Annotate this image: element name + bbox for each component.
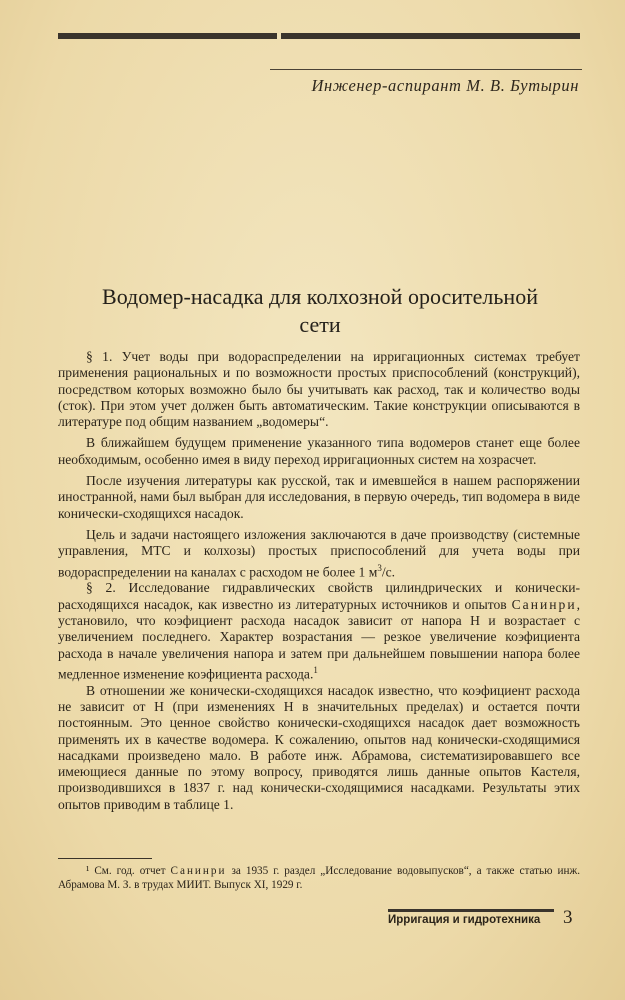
footnote-sanini-name: Санинри	[170, 865, 227, 877]
sanini-name: Санинри	[511, 596, 577, 612]
article-body	[58, 349, 580, 813]
footnote-ref-1: 1	[313, 664, 318, 675]
header-rule-gap	[277, 33, 281, 39]
footnote-text-a: См. год. отчет	[89, 865, 171, 877]
paragraph-5	[58, 580, 580, 682]
journal-name: Ирригация и гидротехника	[388, 914, 541, 926]
footnote-mark: ¹	[86, 865, 90, 877]
paragraph-4-text: Цель и задачи настоящего изложения заключаются в даче производству (системные управления, МТС и колхозы) простых приспособлений для учета воды при водораспределении на каналах с расходом не более 1 м	[58, 526, 580, 580]
footnote-rule	[58, 858, 152, 859]
article-title	[50, 283, 590, 339]
header-rule	[58, 33, 580, 39]
paragraph-5-a: § 2. Исследование гидравлических свойств цилиндрических и конически-расходящихся насадок, как известно из литературных источников и опытов	[58, 580, 580, 612]
author-rule	[270, 69, 582, 70]
superscript-cubic: 3	[377, 562, 382, 573]
paragraph-5-b: , установило, что коэфициент расхода насадок зависит от напора Н и возрастает с увеличением последнего. Характер возрастания — резкое увеличение коэфициента расхода в начале увеличения напора и затем при дальнейшем повышении напора более медленное изменение коэфициента расхода.	[58, 596, 580, 682]
footnote-1	[58, 864, 580, 892]
paragraph-4-end: /с.	[381, 564, 396, 580]
paragraph-3: После изучения литературы как русской, так и имевшейся в нашем распоряжении иностранной, нами был выбран для исследования, в первую очередь, тип водомера в виде конически-сходящихся насадок.	[58, 473, 580, 521]
title-line-2: сети	[299, 312, 341, 337]
paragraph-4	[58, 527, 580, 580]
page-number: 3	[563, 907, 573, 928]
author-line: Инженер-аспирант М. В. Бутырин	[311, 76, 579, 95]
paragraph-6: В отношении же конически-сходящихся насадок известно, что коэфициент расхода не зависит от Н (при изменениях Н в значительных пределах) и остается почти постоянным. Это ценное свойство конически-сходящихся насадок дает возможность применять их в качестве водомера. К сожалению, опытов над конически-сходящимися насадками произведено мало. В работе инж. Абрамова, систематизировавшего все имеющиеся данные по этому вопросу, приводятся лишь данные опытов Кастеля, производившихся в 1837 г. над конически-сходящимися насадками. Результаты этих опытов приводим в таблице 1.	[58, 682, 580, 812]
title-line-1: Водомер-насадка для колхозной оросительной	[102, 284, 538, 309]
paragraph-1: § 1. Учет воды при водораспределении на ирригационных системах требует применения рациональных и по возможности простых приспособлений (конструкций), посредством которых возможно было бы учитывать как расход, так и количество воды (сток). При этом учет должен быть автоматическим. Такие конструкции описываются в литературе под общим названием „водомеры“.	[58, 349, 580, 430]
paragraph-2: В ближайшем будущем применение указанного типа водомеров станет еще более необходимым, особенно имея в виду переход ирригационных систем на хозрасчет.	[58, 435, 580, 467]
footnote	[58, 864, 580, 892]
footnote-text-b: за 1935 г. раздел „Исследование водовыпусков“, а также статью инж. Абрамова М. З. в трудах МИИТ. Выпуск XI, 1929 г.	[58, 865, 580, 891]
footer-rule	[388, 909, 554, 912]
